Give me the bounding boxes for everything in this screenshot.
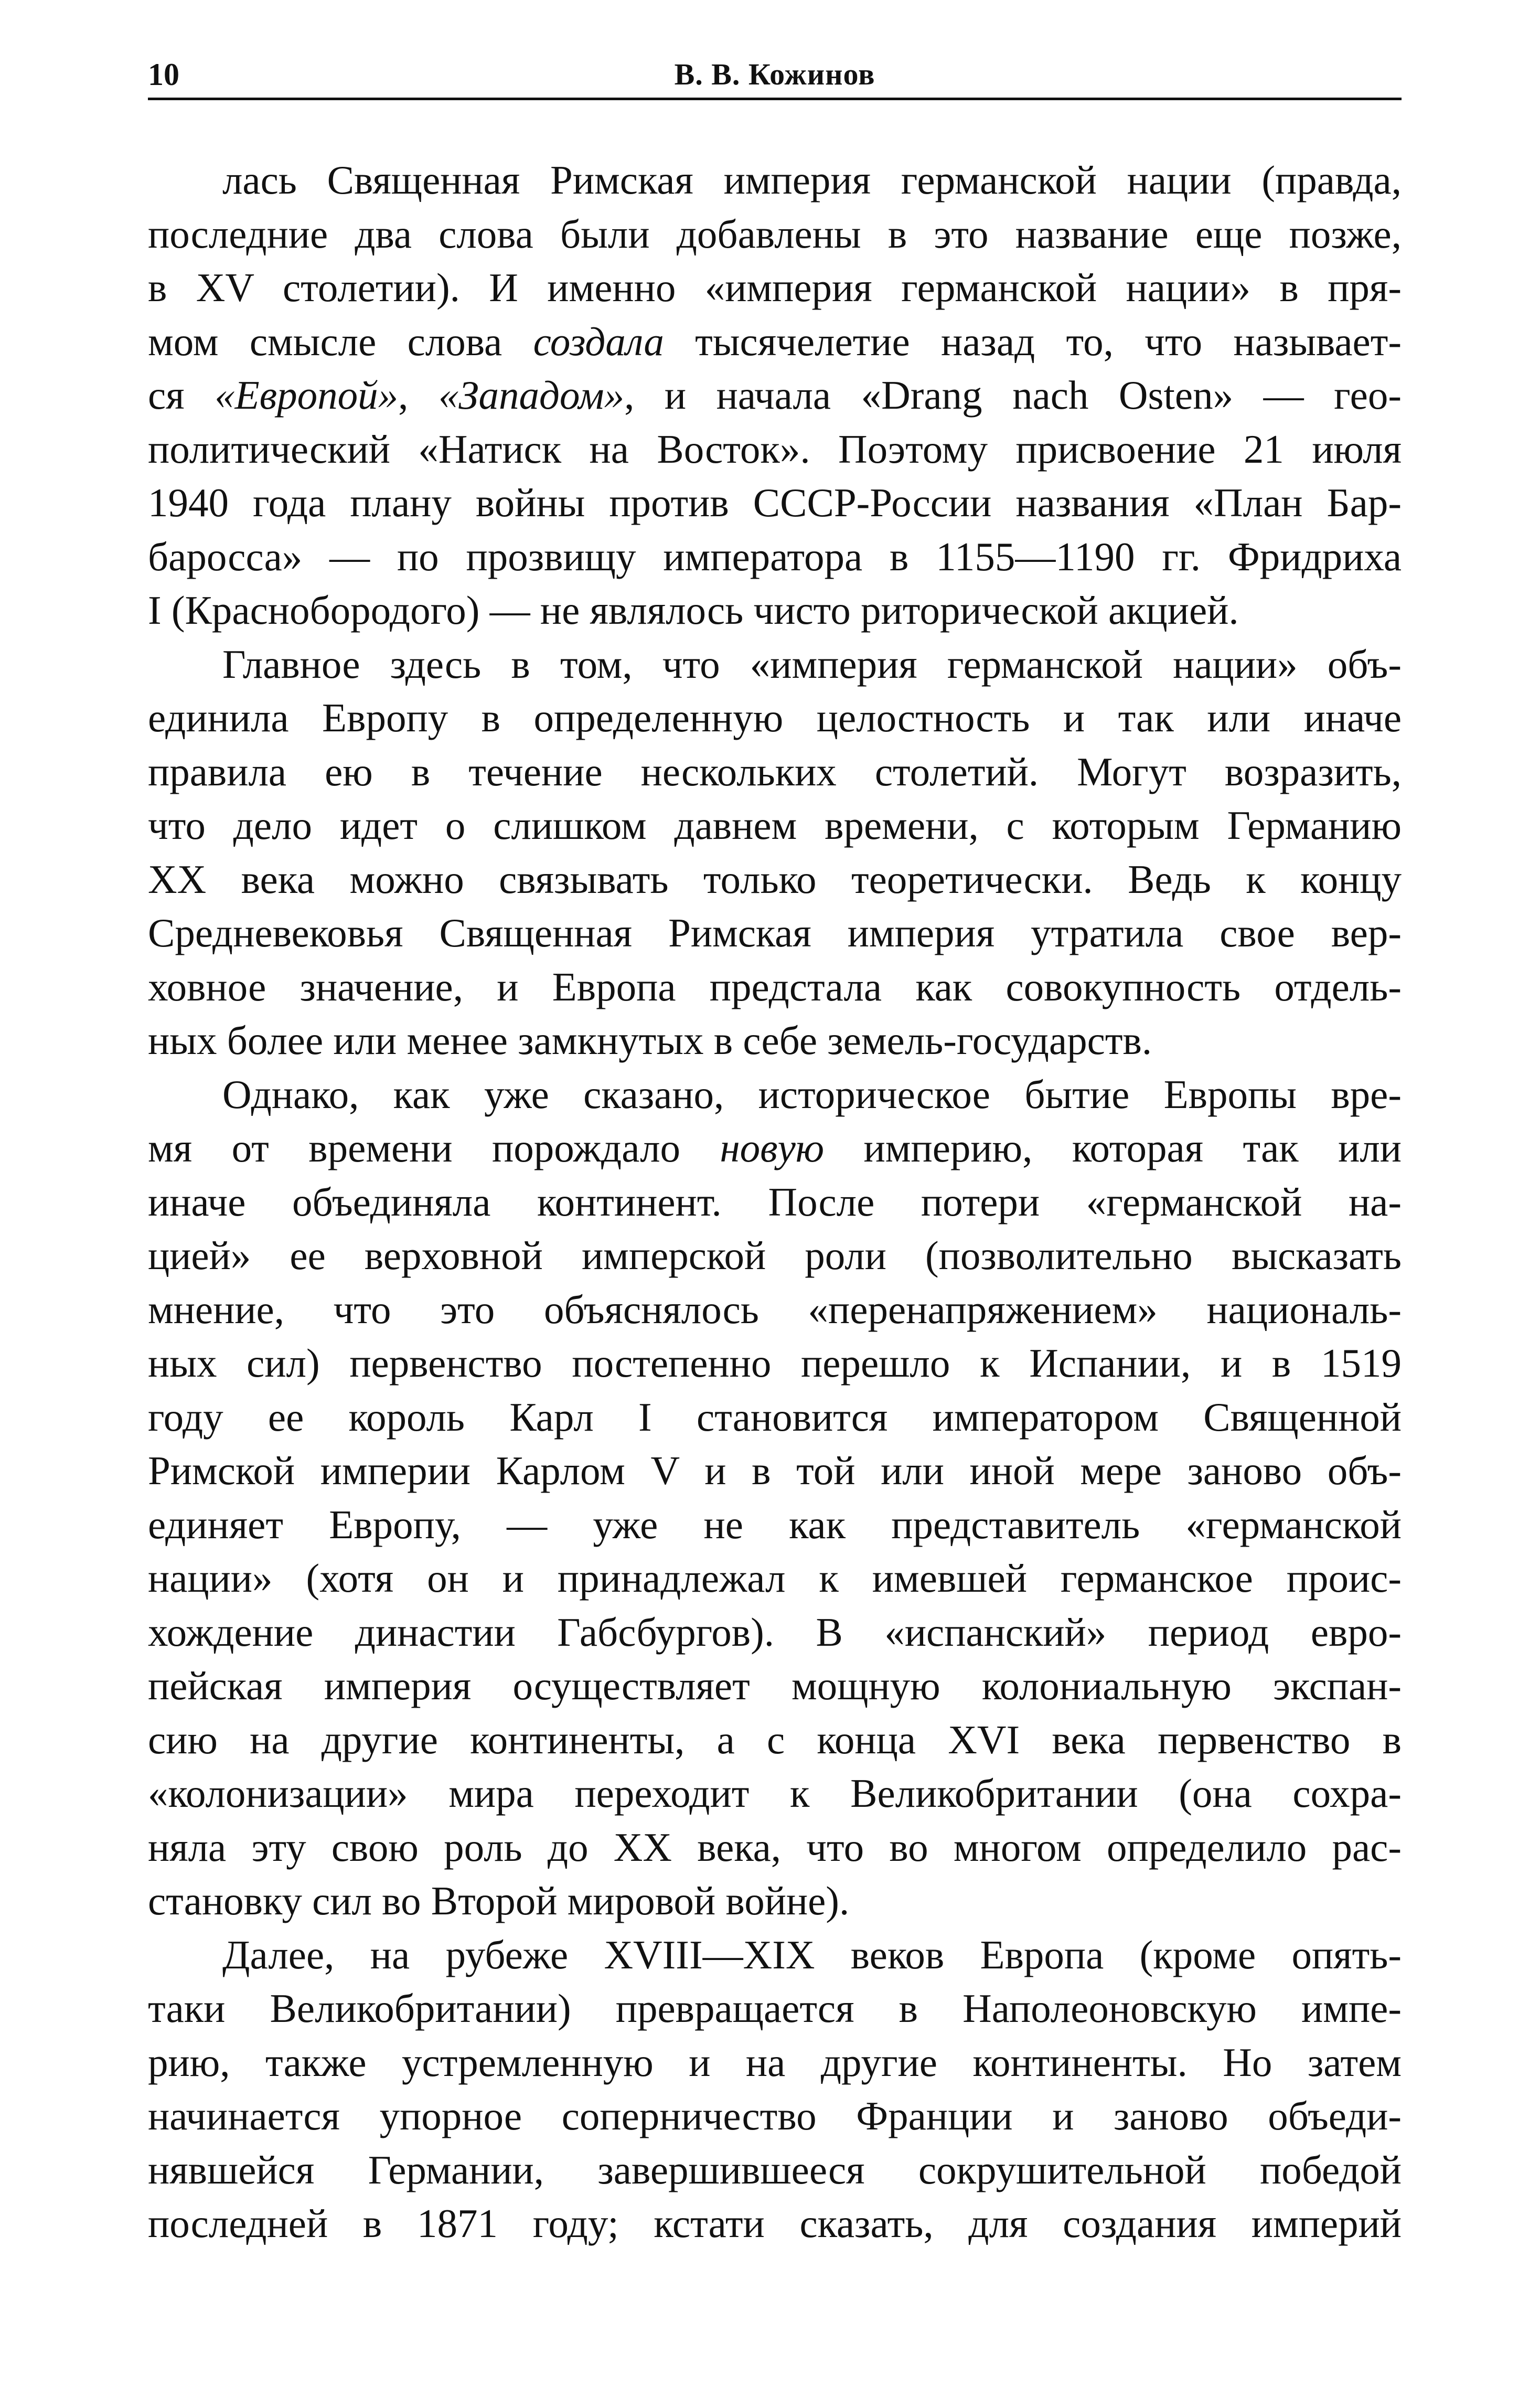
running-head — [148, 52, 1402, 100]
text-line: последней в 1871 году; кстати сказать, для создания империй — [148, 2201, 1402, 2246]
text-line: хождение династии Габсбургов). В «испанский» период евро- — [148, 1609, 1402, 1655]
text-line: единила Европу в определенную целостность и так или иначе — [148, 695, 1402, 740]
paragraph-3 — [148, 1068, 1402, 1928]
paragraph-1 — [148, 153, 1402, 637]
text-line: сию на другие континенты, а с конца XVI века первенство в — [148, 1717, 1402, 1762]
text-line: баросса» — по прозвищу императора в 1155—1190 гг. Фридриха — [148, 534, 1402, 579]
paragraph-2 — [148, 637, 1402, 1068]
text-line: «колонизации» мира переходит к Великобритании (она сохра- — [148, 1771, 1402, 1816]
text-line: нявшейся Германии, завершившееся сокрушительной победой — [148, 2147, 1402, 2192]
text-line: няла эту свою роль до XX века, что во многом определило рас- — [148, 1824, 1402, 1870]
text-line: политический «Натиск на Восток». Поэтому присвоение 21 июля — [148, 426, 1402, 472]
text-line: 1940 года плану войны против СССР-России названия «План Бар- — [148, 480, 1402, 525]
text-line: лась Священная Римская империя германской нации (правда, — [222, 157, 1402, 203]
text-line: рию, также устремленную и на другие континенты. Но затем — [148, 2039, 1402, 2085]
text-line: последние два слова были добавлены в это название еще позже, — [148, 211, 1402, 257]
text-line: Главное здесь в том, что «империя германской нации» объ- — [222, 641, 1402, 687]
text-line: XX века можно связывать только теоретически. Ведь к концу — [148, 856, 1402, 902]
body-text — [148, 153, 1402, 2251]
paragraph-4 — [148, 1928, 1402, 2251]
text-line: Далее, на рубеже XVIII—XIX веков Европа (кроме опять- — [222, 1932, 1402, 1977]
text-line: ховное значение, и Европа предстала как совокупность отдель- — [148, 964, 1402, 1009]
text-line: ся «Европой», «Западом», и начала «Drang nach Osten» — гео- — [148, 372, 1402, 418]
text-line: мнение, что это объяснялось «перенапряжением» националь- — [148, 1286, 1402, 1332]
text-line: мя от времени порождало новую империю, которая так или — [148, 1125, 1402, 1170]
text-line: начинается упорное соперничество Франции и заново объеди- — [148, 2093, 1402, 2138]
text-line: ных более или менее замкнутых в себе земель-государств. — [148, 1018, 1152, 1063]
text-line: в XV столетии). И именно «империя германской нации» в пря- — [148, 265, 1402, 310]
text-line: Римской империи Карлом V и в той или иной мере заново объ- — [148, 1448, 1402, 1493]
text-line: единяет Европу, — уже не как представитель «германской — [148, 1501, 1402, 1547]
text-line: что дело идет о слишком давнем времени, с которым Германию — [148, 803, 1402, 848]
text-line: году ее король Карл I становится императором Священной — [148, 1394, 1402, 1440]
text-line: становку сил во Второй мировой войне). — [148, 1878, 850, 1923]
running-title-author: В. В. Кожинов — [674, 57, 875, 91]
text-line: мом смысле слова создала тысячелетие назад то, что называет- — [148, 318, 1402, 364]
text-line: пейская империя осуществляет мощную колониальную экспан- — [148, 1663, 1402, 1708]
page-number: 10 — [148, 57, 179, 92]
text-line: правила ею в течение нескольких столетий. Могут возразить, — [148, 749, 1402, 794]
book-page — [148, 52, 1402, 2361]
text-line: иначе объединяла континент. После потери «германской на- — [148, 1179, 1402, 1224]
text-line: Средневековья Священная Римская империя утратила свое вер- — [148, 910, 1402, 955]
text-line: цией» ее верховной имперской роли (позволительно высказать — [148, 1233, 1402, 1278]
text-line: I (Краснобородого) — не являлось чисто риторической акцией. — [148, 588, 1239, 633]
text-line: ных сил) первенство постепенно перешло к Испании, и в 1519 — [148, 1340, 1402, 1386]
text-line: нации» (хотя он и принадлежал к имевшей германское проис- — [148, 1556, 1402, 1601]
text-line: таки Великобритании) превращается в Наполеоновскую импе- — [148, 1986, 1402, 2031]
text-line: Однако, как уже сказано, историческое бытие Европы вре- — [222, 1071, 1402, 1117]
